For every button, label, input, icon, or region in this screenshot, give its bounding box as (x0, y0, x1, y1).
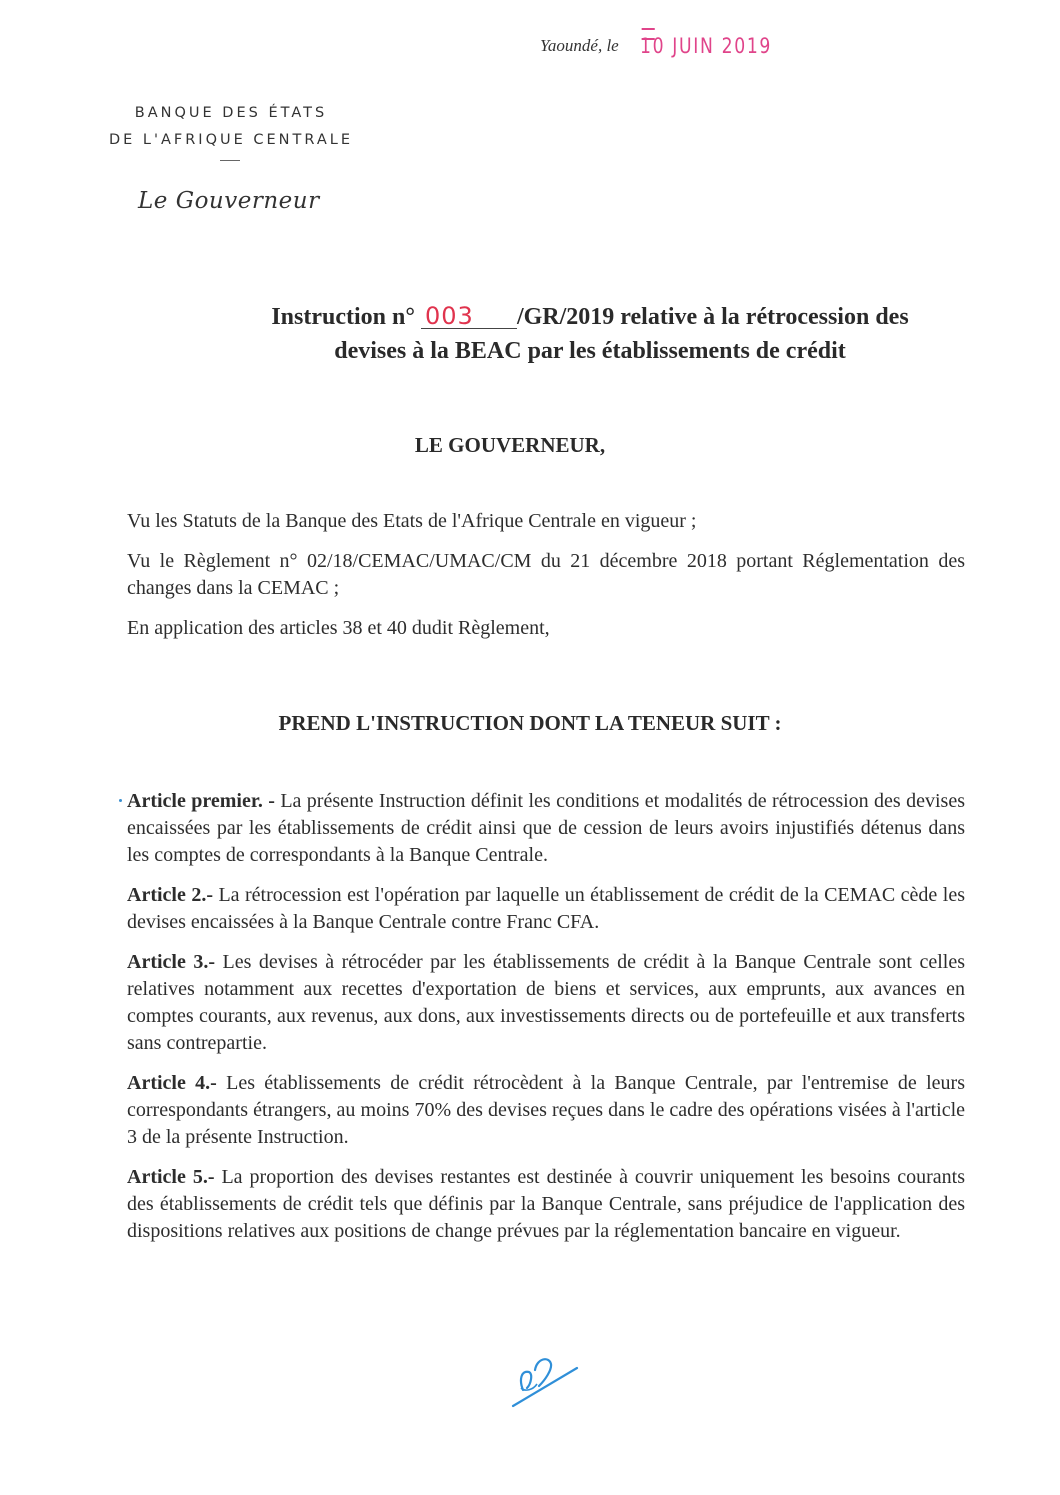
instruction-number: 003 (421, 304, 517, 329)
article-text: Les établissements de crédit rétrocèdent à la Banque Centrale, par l'entremise de leurs correspondants étrangers, au moins 70% des devises reçues dans le cadre des opérations visées à l'article 3 de la présente Instruction. (127, 1072, 965, 1148)
heading-prend-instruction: PREND L'INSTRUCTION DONT LA TENEUR SUIT : (278, 711, 782, 735)
article-text: Les devises à rétrocéder par les établissements de crédit à la Banque Centrale sont celles relatives notamment aux recettes d'exportation de biens et services, aux emprunts, aux avances en comptes courants, aux revenus, aux dons, aux investissements directs ou de portefeuille et aux transferts sans contrepartie. (127, 951, 965, 1054)
heading-governor: LE GOUVERNEUR, (414, 433, 606, 457)
initials-signature-icon (505, 1350, 585, 1410)
article-text: La proportion des devises restantes est destinée à couvrir uniquement les besoins courants des établissements de crédit tels que définis par la Banque Centrale, sans préjudice de l'application des dispositions relatives aux positions de change prévues par la réglementation bancaire en vigueur. (127, 1166, 965, 1242)
title-line-1 (170, 300, 1010, 334)
institution-line-1: BANQUE DES ÉTATS (134, 105, 328, 121)
office-script-title: Le Gouverneur (138, 188, 320, 214)
article-3 (127, 949, 965, 1057)
institution-letterhead (76, 100, 386, 154)
article-2 (127, 882, 965, 936)
article-4 (127, 1070, 965, 1151)
place-date-label: Yaoundé, le (540, 36, 619, 55)
title-prefix: Instruction n° (271, 304, 415, 330)
institution-line-2: DE L'AFRIQUE CENTRALE (108, 132, 354, 148)
article-label: Article 2.- (127, 884, 213, 906)
article-label: Article 4.- (127, 1072, 217, 1094)
preamble-item: Vu les Statuts de la Banque des Etats de l'Afrique Centrale en vigueur ; (127, 510, 697, 532)
stamp-mark-icon (642, 28, 655, 40)
preamble (127, 508, 965, 655)
article-text: La rétrocession est l'opération par laquelle un établissement de crédit de la CEMAC cède les devises encaissées à la Banque Centrale contre Franc CFA. (127, 884, 965, 933)
preamble-item: En application des articles 38 et 40 dudit Règlement, (127, 617, 550, 639)
article-label: Article 3.- (127, 951, 216, 973)
article-5 (127, 1164, 965, 1245)
article-label: Article premier. - (127, 790, 275, 812)
letterhead-divider (220, 160, 240, 161)
date-stamp-text: 10 JUIN 2019 (640, 34, 773, 58)
article-premier (127, 788, 965, 869)
article-label: Article 5.- (127, 1166, 215, 1188)
articles (127, 788, 965, 1258)
title-suffix: /GR/2019 relative à la rétrocession des (516, 304, 909, 330)
article-text: La présente Instruction définit les conditions et modalités de rétrocession des devises encaissées par les établissements de crédit ainsi que de cession de leurs avoirs injustifiés détenus dans les comptes de correspondants à la Banque Centrale. (127, 790, 965, 866)
preamble-item: Vu le Règlement n° 02/18/CEMAC/UMAC/CM du 21 décembre 2018 portant Réglementation des changes dans la CEMAC ; (127, 550, 965, 599)
date-stamp (640, 34, 772, 58)
margin-dot (119, 799, 122, 802)
title-line-2: devises à la BEAC par les établissements de crédit (334, 338, 846, 364)
document-title (170, 300, 1010, 368)
